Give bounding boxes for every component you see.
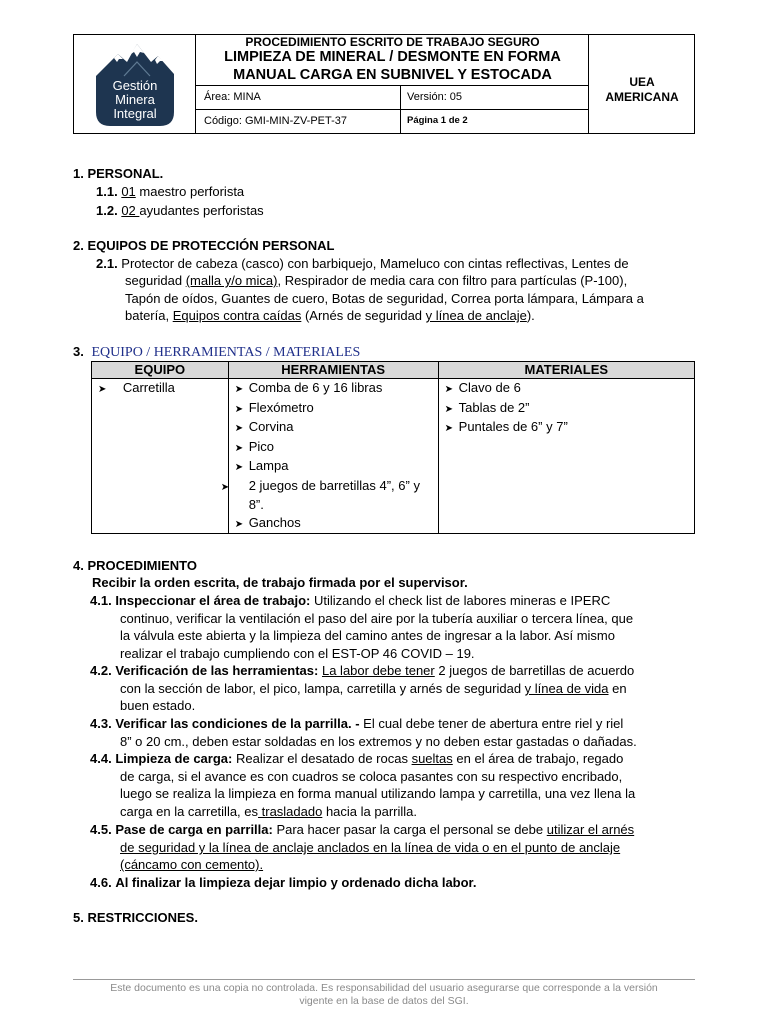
step-text: hacia la parrilla.: [322, 804, 417, 819]
document-header: [73, 34, 695, 134]
step-text: en: [608, 681, 627, 696]
section-4-heading: 4. PROCEDIMIENTO: [73, 558, 198, 573]
list-item: [235, 514, 438, 534]
step-text-underlined: y línea de vida: [524, 681, 609, 696]
arrow-bullet-icon: ➤: [220, 481, 230, 493]
arrow-bullet-icon: ➤: [444, 403, 454, 415]
step-title: Pase de carga en parrilla:: [115, 822, 273, 837]
materiales-cell: [438, 379, 694, 534]
step-4-4-line-1: [90, 750, 623, 768]
footer-line-1: Este documento es una copia no controlada. Es responsabilidad del usuario asegurarse que corresponde a la versión: [110, 982, 658, 994]
title-cell: [196, 35, 589, 133]
ppe-text: Protector de cabeza (casco) con barbiquejo, Mameluco con cintas reflectivas, Lentes de: [117, 256, 629, 271]
step-number: 4.4.: [90, 751, 112, 766]
list-item-text: Flexómetro: [248, 399, 314, 415]
section-2-heading: 2. EQUIPOS DE PROTECCIÓN PERSONAL: [73, 238, 335, 253]
step-text: carga en la carretilla, es: [120, 804, 259, 819]
step-4-2-line-1: [90, 662, 634, 680]
page-field: Página 1 de 2: [407, 115, 468, 126]
item-text: ayudantes perforistas: [139, 203, 264, 218]
step-title: Verificación de las herramientas:: [115, 663, 319, 678]
step-4-2-line-2: [120, 680, 627, 698]
step-4-4-line-4: [120, 803, 417, 821]
ppe-text: (Arnés de seguridad: [301, 308, 426, 323]
list-item-text: Corvina: [248, 419, 294, 434]
ppe-line-3: Tapón de oídos, Guantes de cuero, Botas de seguridad, Correa porta lámpara, Lámpara a: [125, 291, 644, 306]
arrow-bullet-icon: ➤: [98, 384, 107, 395]
step-4-1-line-3: la válvula este abierta y la limpieza del camino antes de ingresar a la labor. Así mismo: [120, 628, 615, 643]
personnel-item: [96, 183, 244, 201]
arrow-bullet-icon: ➤: [234, 403, 244, 415]
list-item-text: Comba de 6 y 16 libras: [248, 380, 383, 395]
list-item: [235, 457, 438, 477]
section-3-heading: [73, 343, 360, 362]
unit-name: [590, 75, 694, 105]
ppe-text-underlined: (malla y/o mica): [185, 273, 278, 288]
step-text: El cual debe tener de abertura entre riel y riel: [359, 716, 624, 731]
step-4-3-line-1: [90, 715, 623, 733]
logo-text-2: Minera: [115, 92, 155, 107]
step-text-underlined: La labor debe tener: [321, 663, 435, 678]
ppe-line-2: [125, 272, 627, 290]
arrow-bullet-icon: ➤: [234, 462, 244, 473]
ppe-text: seguridad: [125, 273, 186, 288]
list-item-text: Lampa: [248, 458, 289, 473]
header-row-code: [196, 109, 589, 133]
equipment-table: [91, 361, 695, 534]
footer-disclaimer: [73, 982, 695, 1008]
list-item-text: Carretilla: [122, 380, 175, 395]
ppe-text: ).: [526, 308, 535, 323]
list-item: [235, 399, 438, 419]
arrow-bullet-icon: ➤: [444, 384, 454, 395]
step-4-5-line-3: (cáncamo con cemento).: [120, 857, 264, 872]
logo-cell: [74, 35, 196, 133]
herramientas-cell: [220, 379, 438, 534]
step-4-6: [90, 874, 477, 892]
step-number: 4.5.: [90, 822, 112, 837]
arrow-bullet-icon: ➤: [234, 442, 244, 454]
step-4-4-line-2: de carga, si el avance es con cuadros se coloca pasantes con su respectivo encribado,: [120, 769, 623, 784]
step-4-1-line-4: realizar el trabajo cumpliendo con el EST-OP 46 COVID – 19.: [120, 646, 475, 661]
step-4-5-line-1: [90, 821, 634, 839]
ppe-text: batería,: [125, 308, 173, 323]
list-item-text: Clavo de 6: [458, 380, 521, 395]
list-item-text: Pico: [248, 438, 274, 454]
step-text: en el área de trabajo, regado: [452, 751, 624, 766]
list-item: [445, 399, 694, 419]
step-4-2-line-3: buen estado.: [120, 698, 196, 713]
footer-line-2: vigente en la base de datos del SGI.: [299, 995, 469, 1007]
step-4-3-line-2: 8” o 20 cm., deben estar soldadas en los extremos y no deben estar gastadas o dañadas.: [120, 734, 637, 749]
arrow-bullet-icon: ➤: [234, 518, 244, 530]
company-logo: [94, 40, 176, 128]
doc-title-line2: MANUAL CARGA EN SUBNIVEL Y ESTOCADA: [233, 67, 552, 83]
unit-line2: AMERICANA: [605, 90, 679, 104]
code-field: Código: GMI-MIN-ZV-PET-37: [196, 110, 401, 133]
step-text: Realizar el desatado de rocas: [232, 751, 412, 766]
list-item-text: Ganchos: [248, 514, 301, 530]
section-5-heading: 5. RESTRICCIONES.: [73, 910, 198, 925]
arrow-bullet-icon: ➤: [234, 384, 244, 395]
list-item-text: Puntales de 6” y 7”: [458, 419, 568, 434]
item-text: maestro perforista: [135, 184, 245, 199]
step-text: Utilizando el check list de labores mineras e IPERC: [310, 593, 611, 608]
list-item: [235, 418, 438, 438]
step-4-1-line-2: continuo, verificar la ventilación el paso del aire por la tubería auxiliar o tercera línea, que: [120, 611, 634, 626]
step-text: Para hacer pasar la carga el personal se debe: [272, 822, 547, 837]
table-row: [92, 379, 695, 534]
step-number: 4.1.: [90, 593, 112, 608]
list-item: [220, 477, 431, 514]
step-4-5-line-2: de seguridad y la línea de anclaje anclados en la línea de vida o en el punto de anclaje: [120, 840, 621, 855]
item-number: 2.1.: [96, 256, 118, 271]
step-4-4-line-3: luego se realiza la limpieza en forma manual utilizando lampa y carretilla, una vez llena la: [120, 786, 636, 801]
ppe-line-4: [125, 307, 535, 325]
equipo-cell: [92, 379, 229, 534]
item-number: 1.1.: [96, 184, 118, 199]
step-4-1-line-1: [90, 592, 610, 610]
list-item: [98, 379, 228, 399]
arrow-bullet-icon: ➤: [444, 423, 454, 434]
section-3-number: 3.: [73, 344, 84, 359]
header-row-area: [196, 85, 589, 109]
ppe-line-1: [96, 255, 696, 273]
logo-text-1: Gestión: [112, 78, 158, 93]
section-1-heading: 1. PERSONAL.: [73, 166, 164, 181]
list-item-text: Tablas de 2”: [458, 399, 530, 415]
ppe-text: , Respirador de media cara con filtro para partículas (P-100),: [277, 273, 628, 288]
table-header-row: [92, 362, 695, 379]
logo-text-3: Integral: [113, 106, 157, 121]
item-quantity: 01: [121, 184, 136, 199]
procedure-intro: Recibir la orden escrita, de trabajo firmada por el supervisor.: [92, 575, 468, 590]
col-header-equipo: EQUIPO: [92, 362, 229, 379]
col-header-materiales: MATERIALES: [438, 362, 694, 379]
list-item: [445, 418, 694, 438]
personnel-item: [96, 202, 264, 220]
area-field: Área: MINA: [196, 86, 401, 109]
unit-line1: UEA: [629, 75, 655, 89]
step-number: 4.2.: [90, 663, 112, 678]
list-item: [445, 379, 694, 399]
step-text-underlined: utilizar el arnés: [546, 822, 635, 837]
list-item-text: 2 juegos de barretillas 4”, 6” y 8”.: [248, 477, 420, 512]
step-title: Inspeccionar el área de trabajo:: [115, 593, 311, 608]
step-number: 4.3.: [90, 716, 112, 731]
step-text: 2 juegos de barretillas de acuerdo: [434, 663, 635, 678]
item-quantity: 02: [121, 203, 140, 218]
doc-title-line1: LIMPIEZA DE MINERAL / DESMONTE EN FORMA: [224, 49, 561, 65]
step-text-underlined: trasladado: [258, 804, 323, 819]
col-header-herramientas: HERRAMIENTAS: [228, 362, 438, 379]
ppe-text-underlined: y línea de anclaje: [425, 308, 527, 323]
step-number: 4.6.: [90, 875, 112, 890]
step-title: Limpieza de carga:: [115, 751, 233, 766]
step-title: Verificar las condiciones de la parrilla. -: [115, 716, 360, 731]
step-text: con la sección de labor, el pico, lampa, carretilla y arnés de seguridad: [120, 681, 525, 696]
ppe-text-underlined: Equipos contra caídas: [172, 308, 302, 323]
list-item: [235, 379, 438, 399]
doc-type: PROCEDIMIENTO ESCRITO DE TRABAJO SEGURO: [245, 35, 540, 49]
arrow-bullet-icon: ➤: [234, 423, 244, 434]
step-text-underlined: sueltas: [411, 751, 453, 766]
footer-divider: [73, 979, 695, 980]
item-number: 1.2.: [96, 203, 118, 218]
section-3-title: EQUIPO / HERRAMIENTAS / MATERIALES: [91, 345, 361, 360]
step-title: Al finalizar la limpieza dejar limpio y ordenado dicha labor.: [115, 875, 477, 890]
version-field: Versión: 05: [407, 91, 463, 103]
list-item: [235, 438, 438, 458]
